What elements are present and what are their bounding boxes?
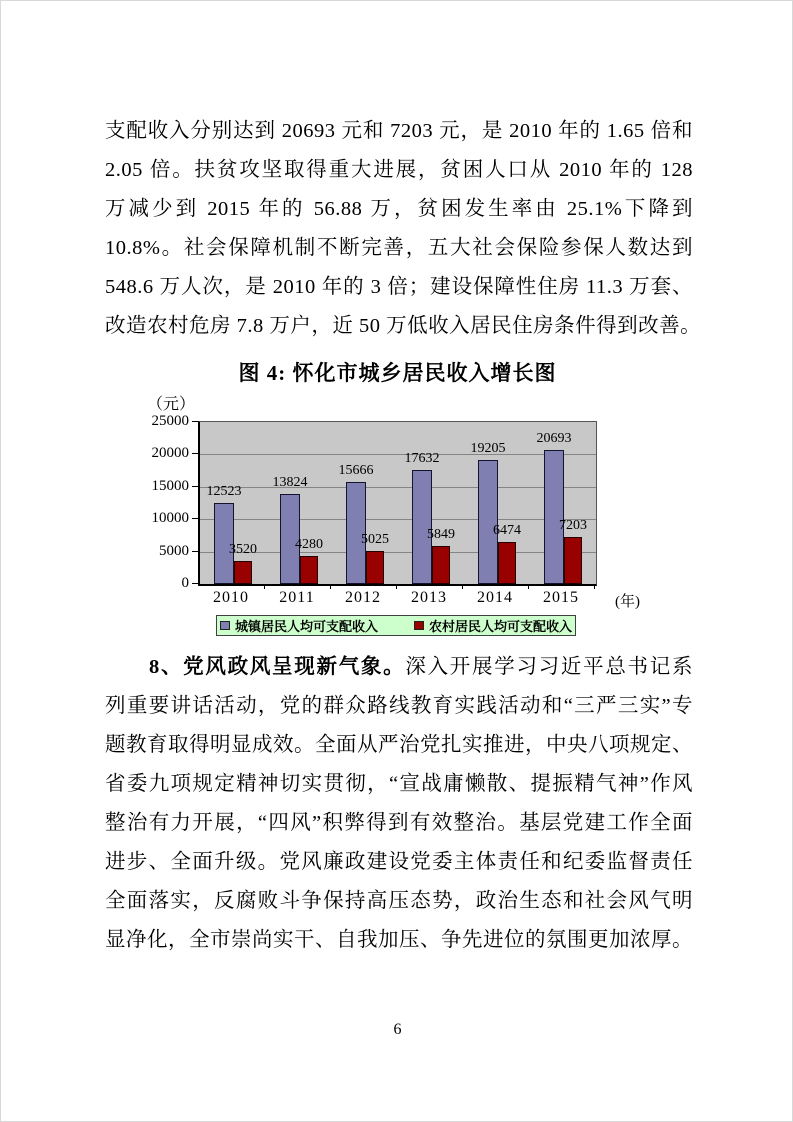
bar-value-label: 4280 (295, 537, 323, 552)
paragraph-lead-bold: 8、党风政风呈现新气象。 (149, 656, 406, 678)
bar-value-label: 5849 (427, 527, 455, 542)
bar-series-rural (432, 546, 450, 584)
text-line: 省委九项规定精神切实贯彻，“宣战庸懒散、提振精气神”作风 (105, 773, 693, 795)
y-axis-tick (192, 551, 198, 552)
x-axis-tick (594, 585, 595, 589)
bar-series-rural (564, 537, 582, 584)
text-line: 548.6 万人次，是 2010 年的 3 倍；建设保障性住房 11.3 万套、 (105, 276, 693, 298)
y-axis-tick (192, 518, 198, 519)
y-axis-tick (192, 421, 198, 422)
x-axis-tick-label: 2012 (345, 589, 381, 606)
legend-item-urban (220, 616, 378, 635)
text-line: 整治有力开展，“四风”积弊得到有效整治。基层党建工作全面 (105, 812, 693, 834)
y-axis-tick-label: 15000 (151, 477, 189, 494)
x-axis-tick-label: 2015 (543, 589, 579, 606)
y-axis-tick (192, 583, 198, 584)
bar-value-label: 20693 (536, 431, 572, 446)
bar-series-rural (300, 556, 318, 584)
x-axis-unit-label: (年) (615, 594, 640, 610)
body-paragraph-1 (105, 112, 702, 346)
text-line: 10.8%。社会保障机制不断完善，五大社会保险参保人数达到 (105, 237, 693, 259)
figure-title: 图 4: 怀化市城乡居民收入增长图 (238, 361, 557, 385)
chart-plot-area (198, 421, 597, 586)
text-line: 显净化，全市崇尚实干、自我加压、争先进位的氛围更加浓厚。 (105, 929, 693, 951)
page-number: 6 (393, 1021, 402, 1038)
y-axis-unit-label: （元） (147, 396, 196, 413)
legend-color-swatch (414, 621, 424, 630)
bar-series-urban (478, 460, 498, 584)
bar-value-label: 3520 (229, 542, 257, 557)
body-paragraph-2 (105, 648, 693, 960)
bar-value-label: 7203 (559, 518, 587, 533)
x-axis-tick-label: 2014 (477, 589, 513, 606)
bar-value-label: 6474 (493, 523, 521, 538)
bar-value-label: 17632 (404, 451, 440, 466)
legend-color-swatch (220, 621, 230, 630)
text-line: 改造农村危房 7.8 万户，近 50 万低收入居民住房条件得到改善。 (105, 315, 702, 337)
text-line: 全面落实，反腐败斗争保持高压态势，政治生态和社会风气明 (105, 890, 693, 912)
text-line: 题教育取得明显成效。全面从严治党扎实推进，中央八项规定、 (105, 734, 693, 756)
y-axis-tick-label: 0 (181, 575, 189, 591)
gridline (200, 519, 596, 520)
y-axis-tick-label: 25000 (151, 413, 189, 429)
y-axis-tick-label: 5000 (159, 542, 189, 559)
y-axis-tick (192, 453, 198, 454)
bar-series-urban (544, 450, 564, 584)
text-line: 8、党风政风呈现新气象。深入开展学习习近平总书记系 (149, 656, 693, 678)
bar-value-label: 5025 (361, 532, 389, 547)
income-growth-bar-chart (131, 389, 691, 647)
legend-label: 城镇居民人均可支配收入 (234, 619, 378, 634)
x-axis-tick-label: 2013 (411, 589, 447, 606)
text-line: 支配收入分别达到 20693 元和 7203 元，是 2010 年的 1.65 倍和 (105, 120, 693, 142)
legend-item-rural (414, 616, 572, 635)
text-line: 2.05 倍。扶贫攻坚取得重大进展，贫困人口从 2010 年的 128 (105, 159, 693, 181)
bar-value-label: 13824 (272, 475, 308, 490)
text-line: 列重要讲话活动，党的群众路线教育实践活动和“三严三实”专 (105, 695, 693, 717)
bar-series-rural (366, 551, 384, 584)
gridline (200, 487, 596, 488)
y-axis-tick-label: 10000 (151, 510, 189, 527)
bar-value-label: 15666 (338, 463, 374, 478)
bar-value-label: 19205 (470, 441, 506, 456)
bar-series-rural (498, 542, 516, 584)
x-axis-tick-label: 2011 (279, 589, 315, 606)
text-line: 万减少到 2015 年的 56.88 万，贫困发生率由 25.1%下降到 (105, 198, 693, 220)
bar-value-label: 12523 (206, 484, 242, 499)
chart-legend (216, 615, 576, 636)
legend-label: 农村居民人均可支配收入 (429, 619, 573, 634)
y-axis-tick (192, 486, 198, 487)
text-line: 进步、全面升级。党风廉政建设党委主体责任和纪委监督责任 (105, 851, 693, 873)
x-axis-tick-label: 2010 (213, 589, 249, 606)
y-axis-tick-label: 20000 (151, 445, 189, 462)
bar-series-rural (234, 561, 252, 584)
